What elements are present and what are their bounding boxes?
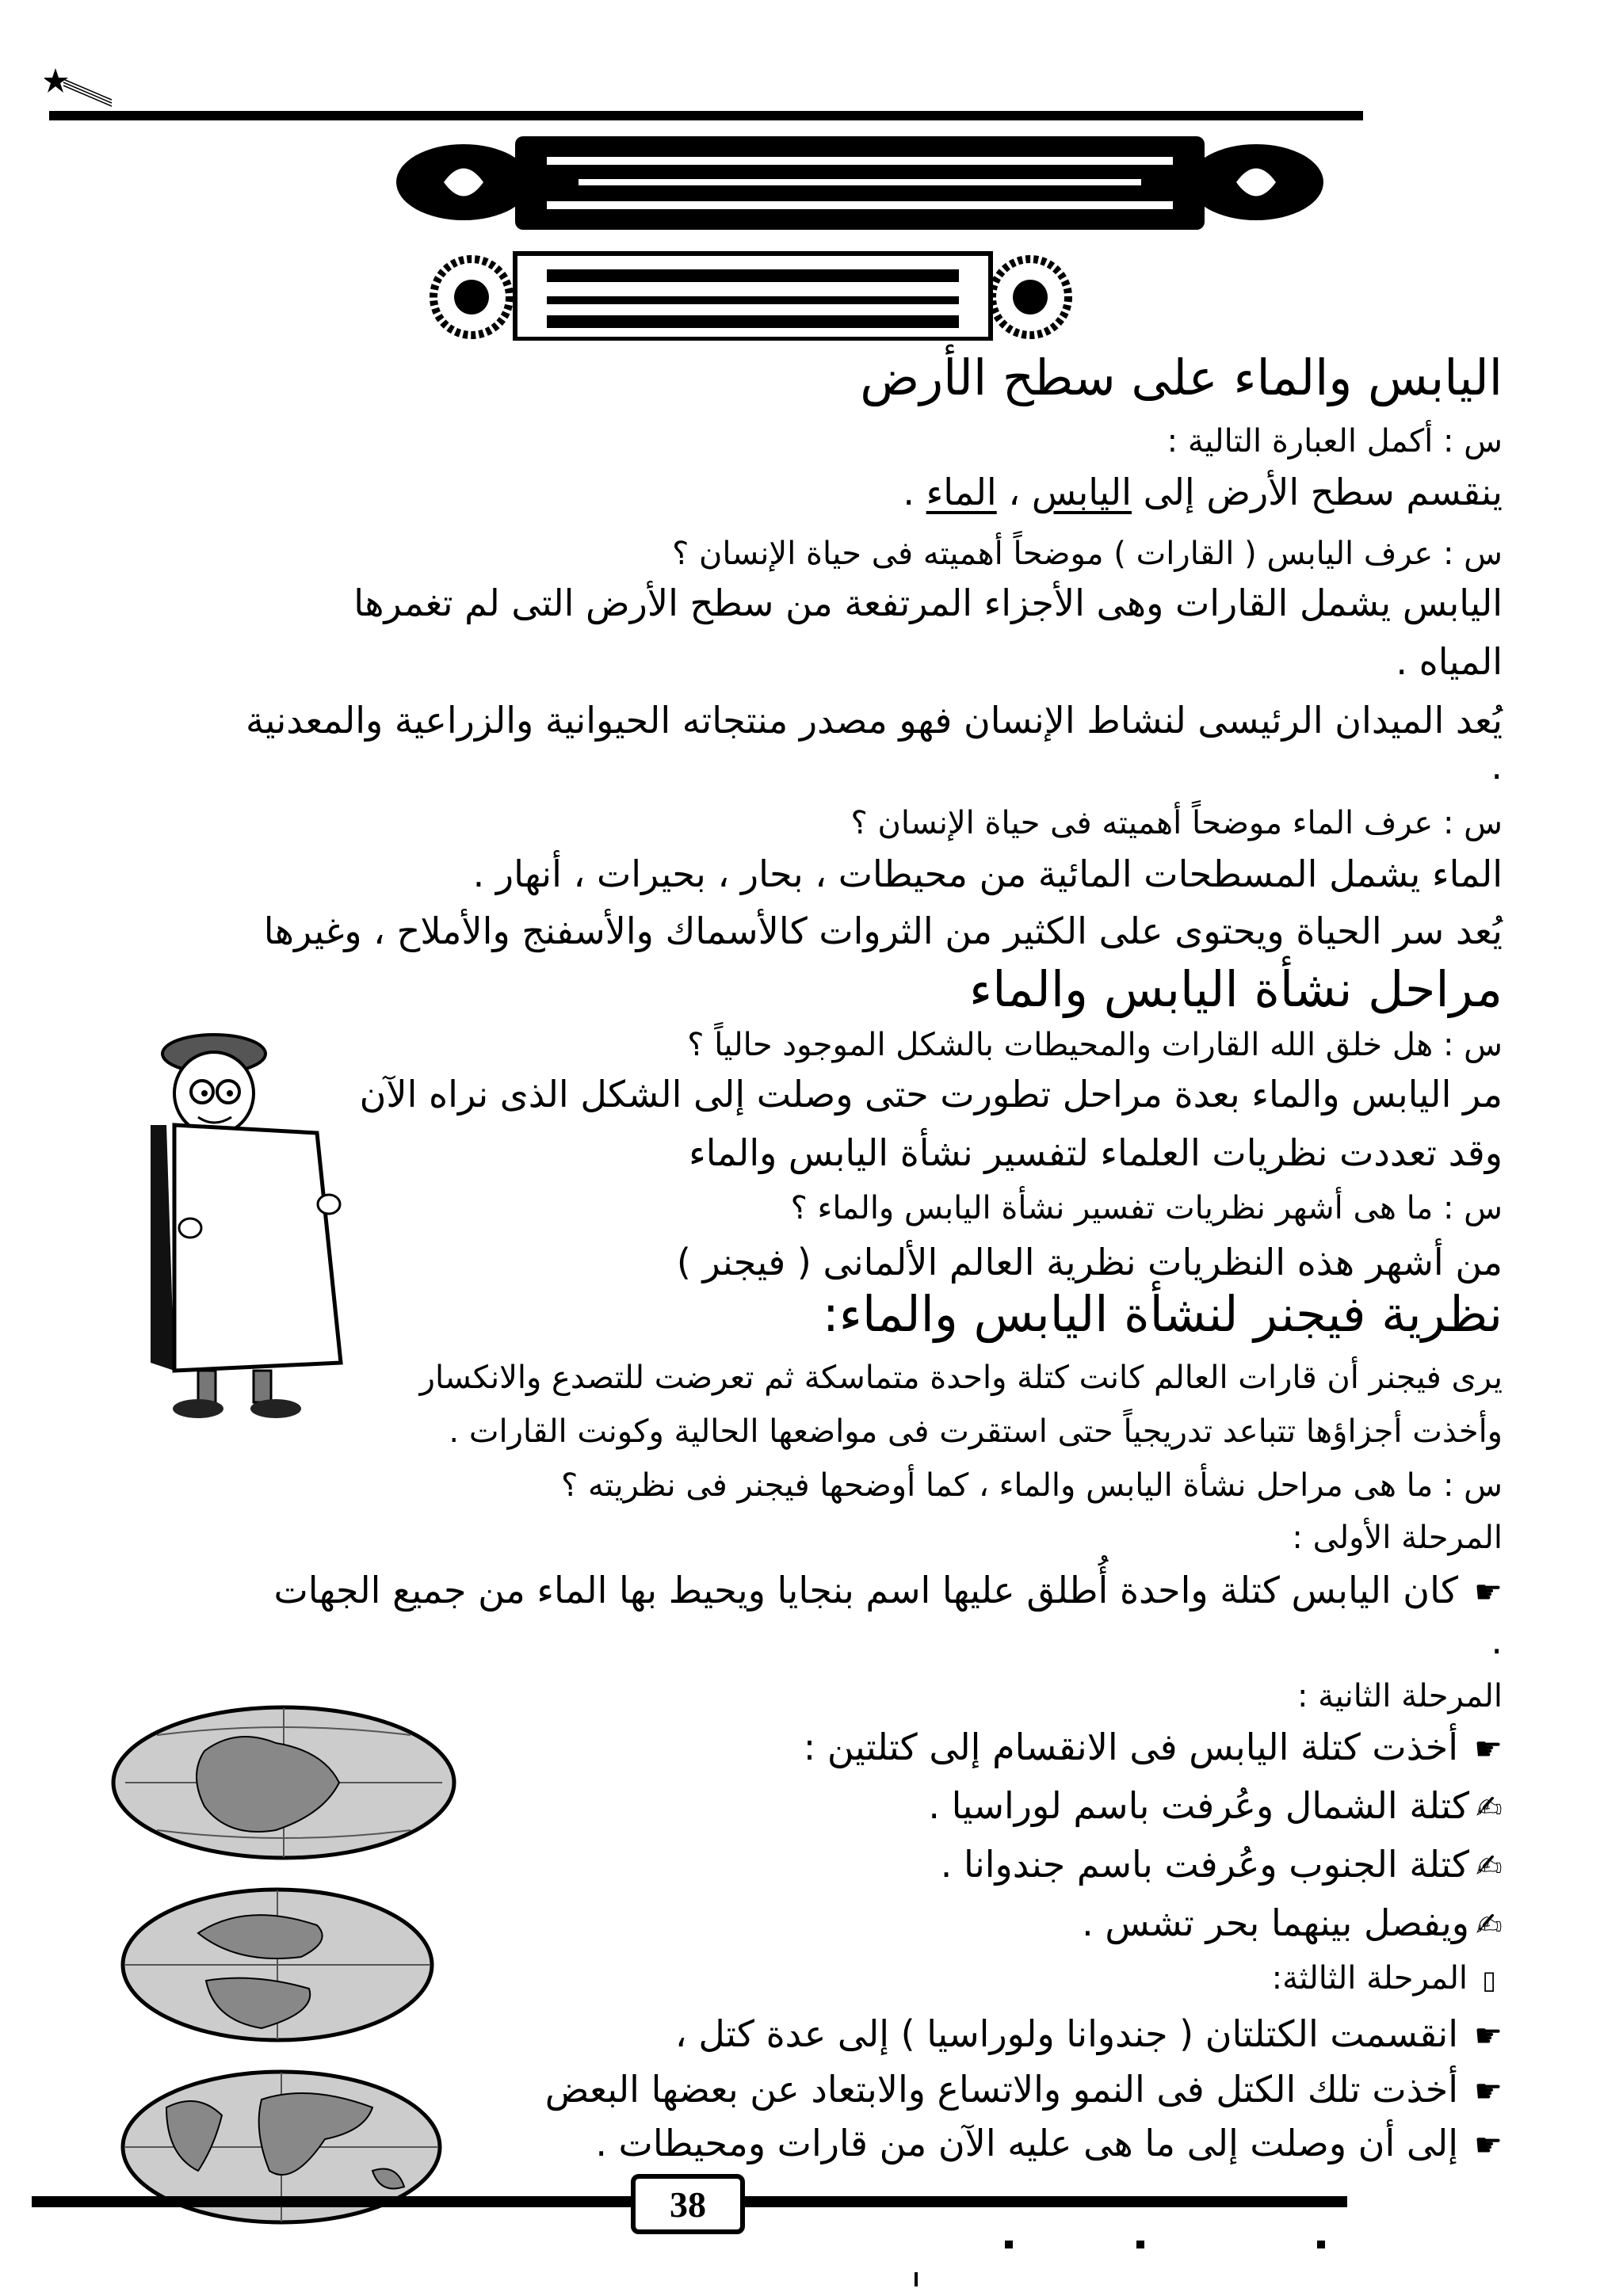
question-line: س : عرف الماء موضحاً أهميته فى حياة الإنسان ؟	[850, 805, 1503, 841]
hand-pointer-icon: ☛	[1474, 1731, 1503, 1768]
answer-line: المياه .	[1396, 640, 1503, 683]
body-line: يرى فيجنر أن قارات العالم كانت كتلة واحدة متماسكة ثم تعرضت للتصدع والانكسار	[419, 1360, 1503, 1396]
hand-pointer-icon: ☛	[1474, 2073, 1503, 2110]
footer-dot	[1317, 2241, 1325, 2248]
writing-hand-icon: ✍	[1476, 1848, 1503, 1885]
answer-line: الماء يشمل المسطحات المائية من محيطات ، بحار ، بحيرات ، أنهار .	[472, 852, 1503, 895]
stage-text: أخذت تلك الكتل فى النمو والاتساع والابتعاد عن بعضها البعض	[544, 2068, 1458, 2111]
section-heading: نظرية فيجنر لنشأة اليابس والماء:	[822, 1285, 1503, 1343]
page-number-box	[631, 2174, 745, 2234]
answer-line: اليابس يشمل القارات وهى الأجزاء المرتفعة من سطح الأرض التى لم تغمرها	[353, 582, 1503, 624]
answer-line: من أشهر هذه النظريات نظرية العالم الألمانى ( فيجنر )	[676, 1241, 1503, 1283]
body-line: وأخذت أجزاؤها تتباعد تدريجياً حتى استقرت فى مواضعها الحالية وكونت القارات .	[449, 1413, 1503, 1450]
page-title: اليابس والماء على سطح الأرض	[860, 349, 1503, 406]
stage-label: المرحلة الثانية :	[1296, 1678, 1503, 1714]
stage-text: انقسمت الكتلتان ( جندوانا ولوراسيا ) إلى عدة كتل ،	[674, 2012, 1458, 2055]
hand-pointer-icon: ☛	[1474, 1574, 1503, 1611]
answer-line: يُعد سر الحياة ويحتوى على الكثير من الثروات كالأسماك والأسفنج والأملاح ، وغيرها	[263, 910, 1503, 952]
stage-label: المرحلة الأولى :	[1292, 1520, 1503, 1556]
question-line: س : أكمل العبارة التالية :	[1167, 423, 1503, 460]
section-heading: مراحل نشأة اليابس والماء	[969, 960, 1503, 1018]
footer-tick	[915, 2272, 918, 2286]
question-line: س : ما هى أشهر نظريات تفسير نشأة اليابس والماء ؟	[790, 1190, 1503, 1226]
footer-dot	[1136, 2241, 1144, 2248]
hand-pointer-icon: ☛	[1474, 2018, 1503, 2054]
footer-dot	[1005, 2241, 1013, 2248]
sub-item-text: كتلة الشمال وعُرفت باسم لوراسيا .	[928, 1784, 1469, 1827]
page-number: 38	[670, 2183, 706, 2225]
question-line: س : هل خلق الله القارات والمحيطات بالشكل الموجود حالياً ؟	[687, 1027, 1503, 1063]
globe-map-stage2	[119, 1886, 436, 2044]
star-icon	[44, 62, 116, 109]
sub-item-text: ويفصل بينهما بحر تشس .	[1082, 1901, 1469, 1944]
answer-text: ،	[996, 471, 1032, 513]
writing-hand-icon: ✍	[1476, 1790, 1503, 1826]
stage-label-text: المرحلة الثالثة:	[1271, 1960, 1468, 1997]
answer-text: .	[903, 471, 926, 513]
answer-blank-2: الماء	[926, 471, 997, 513]
box-icon: ▯	[1482, 1965, 1496, 1995]
hand-pointer-icon: ☛	[1474, 2127, 1503, 2164]
ornament-banner	[396, 135, 1323, 341]
answer-text: ينقسم سطح الأرض إلى	[1131, 471, 1503, 513]
answer-blank-1: اليابس	[1031, 471, 1132, 513]
top-rule	[49, 111, 1363, 120]
question-line: س : ما هى مراحل نشأة اليابس والماء ، كما أوضحها فيجنر فى نظريته ؟	[561, 1467, 1503, 1504]
writing-hand-icon: ✍	[1476, 1907, 1503, 1943]
answer-line	[143, 471, 1503, 513]
answer-line: وقد تعددت نظريات العلماء لتفسير نشأة اليابس والماء	[689, 1131, 1503, 1174]
cartoon-sign-holder	[143, 1030, 380, 1426]
answer-line: .	[1491, 745, 1503, 788]
question-line: س : عرف اليابس ( القارات ) موضحاً أهميته فى حياة الإنسان ؟	[672, 536, 1503, 572]
stage-text: كان اليابس كتلة واحدة أُطلق عليها اسم بنجايا ويحيط بها الماء من جميع الجهات	[273, 1569, 1458, 1611]
sub-item-text: كتلة الجنوب وعُرفت باسم جندوانا .	[940, 1843, 1469, 1886]
list-item	[143, 1569, 1503, 1611]
answer-line: يُعد الميدان الرئيسى لنشاط الإنسان فهو مصدر منتجاته الحيوانية والزراعية والمعدنية	[245, 699, 1503, 742]
stage-text: إلى أن وصلت إلى ما هى عليه الآن من قارات ومحيطات .	[595, 2122, 1458, 2164]
globe-map-stage1	[109, 1703, 458, 1862]
answer-line: مر اليابس والماء بعدة مراحل تطورت حتى وصلت إلى الشكل الذى نراه الآن	[359, 1073, 1503, 1116]
answer-line: .	[1491, 1619, 1503, 1662]
stage-text: أخذت كتلة اليابس فى الانقسام إلى كتلتين :	[803, 1726, 1458, 1768]
